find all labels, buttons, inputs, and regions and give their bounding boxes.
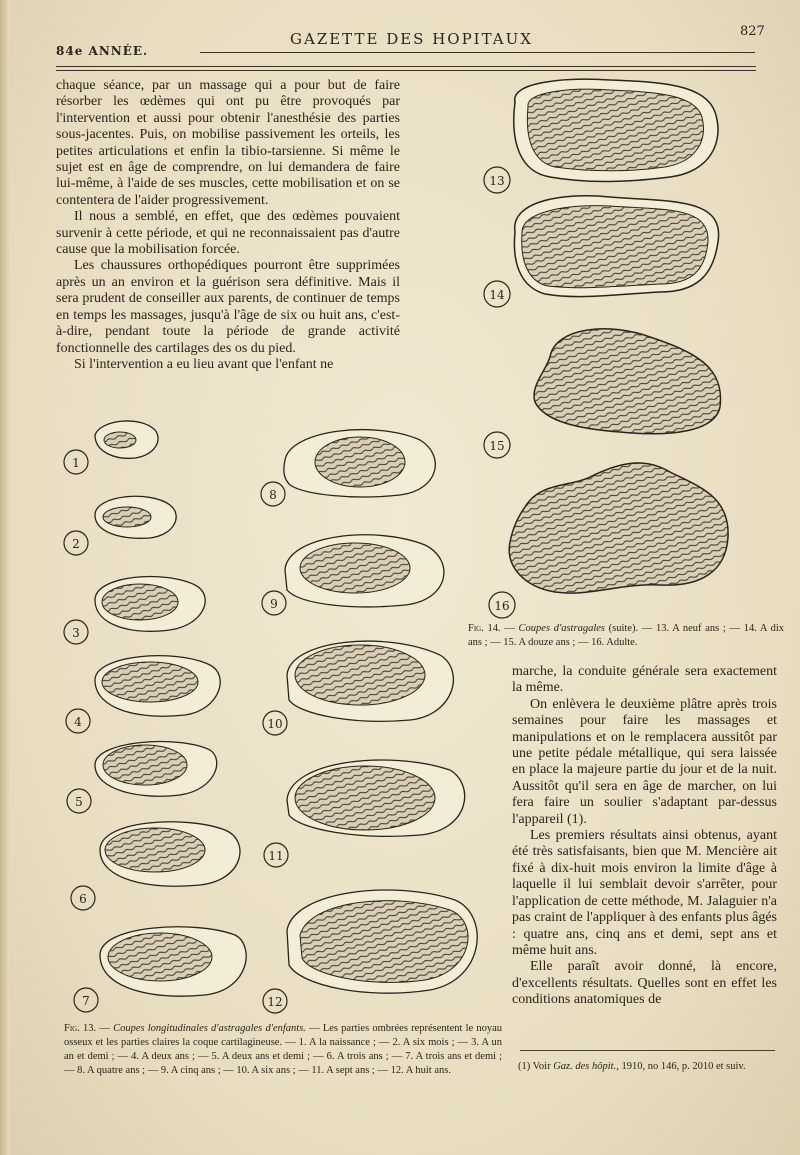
figure-13-drawings [55,410,505,1030]
header-rule [56,66,756,67]
astragalus-section-4 [95,656,220,717]
astragalus-section-7 [100,927,246,996]
caption-label: Fig. 14. [468,623,501,634]
paragraph: Les premiers résultats ainsi obtenus, ayant été très satisfaisants, bien que M. Mencière ait fixé à dix-huit mois environ la limite d'âge à laquelle il lui semblait devoir s'arrêter, pour l'application de cette méthode, M. Jalaguier n'a pas craint de l'appliquer à des enfants plus âgés : quatre ans, cinq ans et demi, sept ans et même huit ans. [512,828,777,958]
caption-label: Fig. 13. [64,1023,97,1034]
footnote-text: (1) Voir [518,1061,554,1072]
astragalus-section-6 [100,822,240,886]
figure-13-label-12 [263,989,287,1013]
svg-text:12: 12 [267,995,283,1009]
astragalus-section-9 [285,535,444,607]
figure-14-label-13 [484,167,510,193]
figure-13-label-7 [74,988,98,1012]
figure-13-caption: Fig. 13. — Coupes longitudinales d'astragales d'enfants. — Les parties ombrées représentent le noyau osseux et les parties claires la coque cartilagineuse. — 1. A la naissance ; — 2. A six mois ; — 3. A un an et demi ; — 4. A deux ans ; — 5. A deux ans et demi ; — 6. A trois ans ; — 7. A trois ans et demi ; — 8. A quatre ans ; — 9. A cinq ans ; — 10. A six ans ; — 11. A sept ans ; — 12. A huit ans. [64,1023,503,1076]
figure-14-drawings [470,72,770,632]
caption-title: Coupes d'astragales [518,623,605,634]
figure-13-label-5 [67,789,91,813]
astragalus-section-11 [287,760,465,836]
caption-body: (suite). — 13. A neuf ans ; — 14. A dix ans ; — 15. A douze ans ; — 16. Adulte. [468,623,785,648]
figure-13-label-11 [264,843,288,867]
footnote [518,1060,780,1074]
svg-text:9: 9 [270,597,278,611]
astragalus-section-3 [95,577,205,632]
footnote-rule [520,1050,775,1051]
svg-text:13: 13 [489,174,505,188]
header-rule-double [56,70,756,71]
svg-text:2: 2 [72,537,80,551]
figure-13-label-8 [261,482,285,506]
figure-13-label-6 [71,886,95,910]
svg-text:14: 14 [489,288,505,302]
figure-14-label-14 [484,281,510,307]
astragalus-section-5 [95,742,217,797]
svg-text:16: 16 [494,599,510,613]
left-column-text [56,78,400,373]
svg-text:5: 5 [75,795,83,809]
right-column-text [512,664,777,1009]
svg-text:8: 8 [269,488,277,502]
figure-13-label-10 [263,711,287,735]
svg-text:7: 7 [82,994,90,1008]
astragalus-section-2 [95,496,176,538]
figure-13-label-2 [64,531,88,555]
astragalus-section-14 [514,196,718,297]
svg-text:6: 6 [79,892,87,906]
astragalus-section-10 [287,641,453,721]
svg-text:10: 10 [267,717,283,731]
astragalus-section-8 [284,430,435,497]
footnote-text-after: , 1910, no 146, p. 2010 et suiv. [616,1061,746,1072]
paragraph: Il nous a semblé, en effet, que des œdèmes pouvaient survenir à cette période, et qui ne reconnaissaient pas d'autre cause que la mobilisation forcée. [56,209,400,258]
svg-text:4: 4 [74,715,82,729]
figure-13-label-4 [66,709,90,733]
journal-title: GAZETTE DES HOPITAUX [290,30,533,48]
figure-14-caption: Fig. 14. — Coupes d'astragales (suite). — 13. A neuf ans ; — 14. A dix ans ; — 15. A douze ans ; — 16. Adulte. [468,623,785,648]
astragalus-section-13 [514,79,718,181]
caption-title: Coupes longitudinales d'astragales d'enfants. [113,1023,306,1034]
svg-text:3: 3 [72,626,80,640]
page-edge [0,0,10,1155]
figure-13-label-3 [64,620,88,644]
astragalus-section-15 [534,329,721,434]
header-rule-top [200,52,755,53]
figure-13-label-9 [262,591,286,615]
year-label: 84e ANNÉE. [56,44,149,58]
figure-13-label-1 [64,450,88,474]
paragraph: Si l'intervention a eu lieu avant que l'enfant ne [74,356,334,372]
paragraph: chaque séance, par un massage qui a pour but de faire résorber les œdèmes qui ont pu être provoqués par l'intervention et aussi pour obtenir l'anesthésie des parties sous-jacentes. Puis, on mobilise passivement les orteils, les petites articulations et enfin la tibio-tarsienne. Si même le sujet est en âge de comprendre, on lui demandera de faire lui-même, à l'aide de ses muscles, cette mobilisation et on se contentera de l'aider progressivement. [56,78,400,208]
caption-body: — Les parties ombrées représentent le noyau osseux et les parties claires la coque cartilagineuse. — 1. A la naissance ; — 2. A six mois ; — 3. A un an et demi ; — 4. A deux ans ; — 5. A deux ans et demi ; — 6. A trois ans ; — 7. A trois ans et demi ; — 8. A quatre ans ; — 9. A cinq ans ; — 10. A six ans ; — 11. A sept ans ; — 12. A huit ans. [64,1023,503,1076]
footnote-journal-ref: Gaz. des hôpit. [553,1061,617,1072]
paragraph: Les chaussures orthopédiques pourront être supprimées après un an environ et la guérison sera définitive. Mais il sera prudent de conseiller aux parents, de continuer de temps en temps les massages, jusqu'à l'âge de six ou huit ans, c'est-à-dire, pendant toute la période de grande activité fonctionnelle des cartilages des os du pied. [56,258,400,356]
paragraph: marche, la conduite générale sera exactement la même. [512,664,777,696]
astragalus-section-16 [509,463,728,593]
page-number: 827 [740,24,765,39]
astragalus-section-12 [287,890,477,993]
paragraph: Elle paraît avoir donné, là encore, d'excellents résultats. Quelles sont en effet les conditions anatomiques de [512,959,777,1008]
astragalus-section-1 [95,421,158,458]
paragraph: On enlèvera le deuxième plâtre après trois semaines pour faire les massages et manipulations et on le remplacera aussitôt par une petite pédale métallique, qui sera laissée en place la majeure partie du jour et de la nuit. Aussitôt qu'il sera en âge de marcher, on lui fera faire un soulier s'adaptant par-dessus l'appareil (1). [512,696,777,827]
svg-text:11: 11 [268,849,284,863]
svg-text:1: 1 [72,456,80,470]
svg-text:15: 15 [489,439,505,453]
